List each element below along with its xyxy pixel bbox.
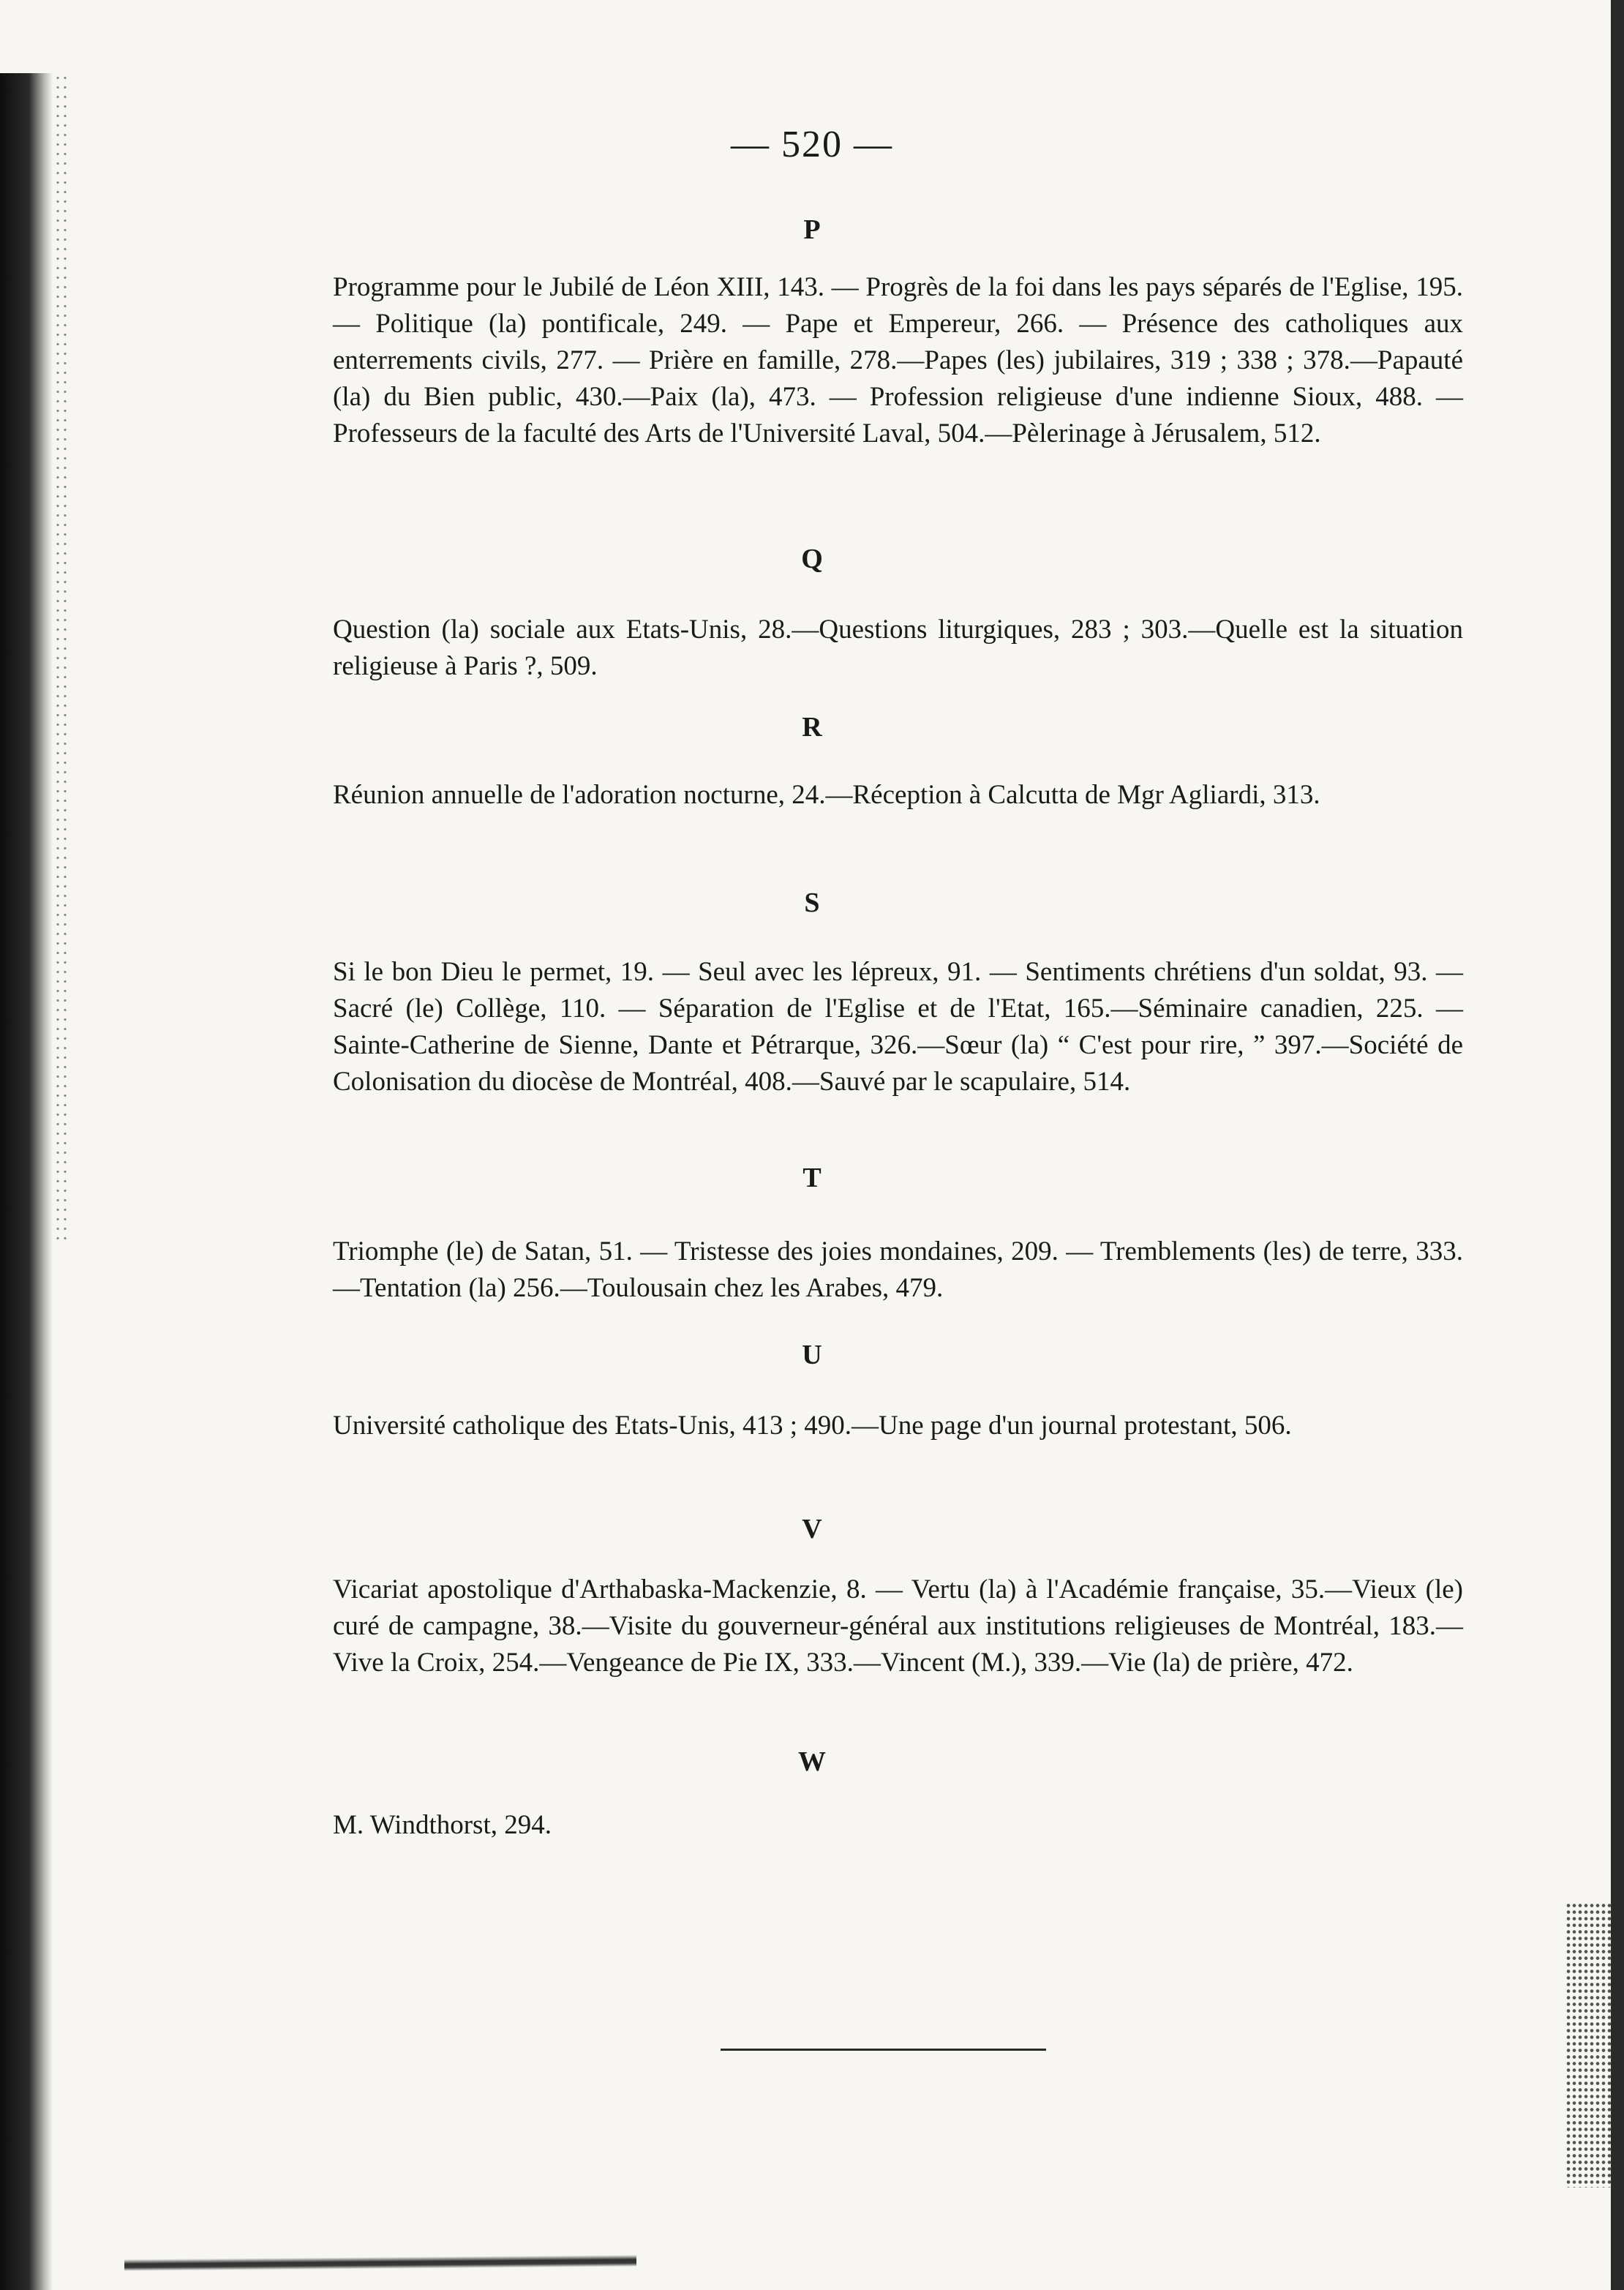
index-entries-p: Programme pour le Jubilé de Léon XIII, 143. — Progrès de la foi dans les pays séparés de l'Eglise, 195. — Politique (la) pontificale, 249. — Pape et Empereur, 266. — Présence des catholiques aux enterrements civils, 277. — Prière en famille, 278.—Papes (les) jubilaires, 319 ; 338 ; 378.—Papauté (la) du Bien public, 430.—Paix (la), 473. — Profession religieuse d'une indienne Sioux, 488. — Professeurs de la faculté des Arts de l'Université Laval, 504.—Pèlerinage à Jérusalem, 512. xyxy=(333,272,1463,448)
scan-right-noise xyxy=(1565,1902,1611,2188)
index-entries-r: Réunion annuelle de l'adoration nocturne, 24.—Réception à Calcutta de Mgr Agliardi, 313. xyxy=(333,780,1320,810)
section-letter-t: T xyxy=(802,1163,822,1193)
index-entries-u: Université catholique des Etats-Unis, 413 ; 490.—Une page d'un journal protestant, 506. xyxy=(333,1411,1292,1441)
index-entries-t: Triomphe (le) de Satan, 51. — Tristesse des joies mondaines, 209. — Tremblements (les) de terre, 333.—Tentation (la) 256.—Toulousain chez les Arabes, 479. xyxy=(333,1236,1463,1303)
page-number: — 520 — xyxy=(731,124,893,165)
section-letter-s: S xyxy=(804,887,820,918)
section-letter-u: U xyxy=(802,1340,822,1370)
index-entries-s: Si le bon Dieu le permet, 19. — Seul avec les lépreux, 91. — Sentiments chrétiens d'un soldat, 93. — Sacré (le) Collège, 110. — Séparation de l'Eglise et de l'Etat, 165.—Séminaire canadien, 225. — Sainte-Catherine de Sienne, Dante et Pétrarque, 326.—Sœur (la) “ C'est pour rire, ” 397.—Société de Colonisation du diocèse de Montréal, 408.—Sauvé par le scapulaire, 514. xyxy=(333,957,1463,1097)
scan-right-shadow xyxy=(1611,0,1624,2290)
index-entries-v: Vicariat apostolique d'Arthabaska-Mackenzie, 8. — Vertu (la) à l'Académie française, 35.—Vieux (le) curé de campagne, 38.—Visite du gouverneur-général aux institutions religieuses de Montréal, 183.—Vive la Croix, 254.—Vengeance de Pie IX, 333.—Vincent (M.), 339.—Vie (la) de prière, 472. xyxy=(333,1574,1463,1678)
section-letter-w: W xyxy=(798,1746,826,1777)
section-letter-p: P xyxy=(803,214,821,245)
closing-rule xyxy=(721,2049,1046,2051)
scan-left-noise xyxy=(54,73,70,1244)
index-entries-w: M. Windthorst, 294. xyxy=(333,1810,552,1840)
section-letter-q: Q xyxy=(801,544,823,574)
index-entries-q: Question (la) sociale aux Etats-Unis, 28.—Questions liturgiques, 283 ; 303.—Quelle est la situation religieuse à Paris ?, 509. xyxy=(333,615,1463,681)
section-letter-v: V xyxy=(802,1514,822,1544)
section-letter-r: R xyxy=(802,712,822,743)
scan-bottom-smear xyxy=(124,2255,636,2271)
